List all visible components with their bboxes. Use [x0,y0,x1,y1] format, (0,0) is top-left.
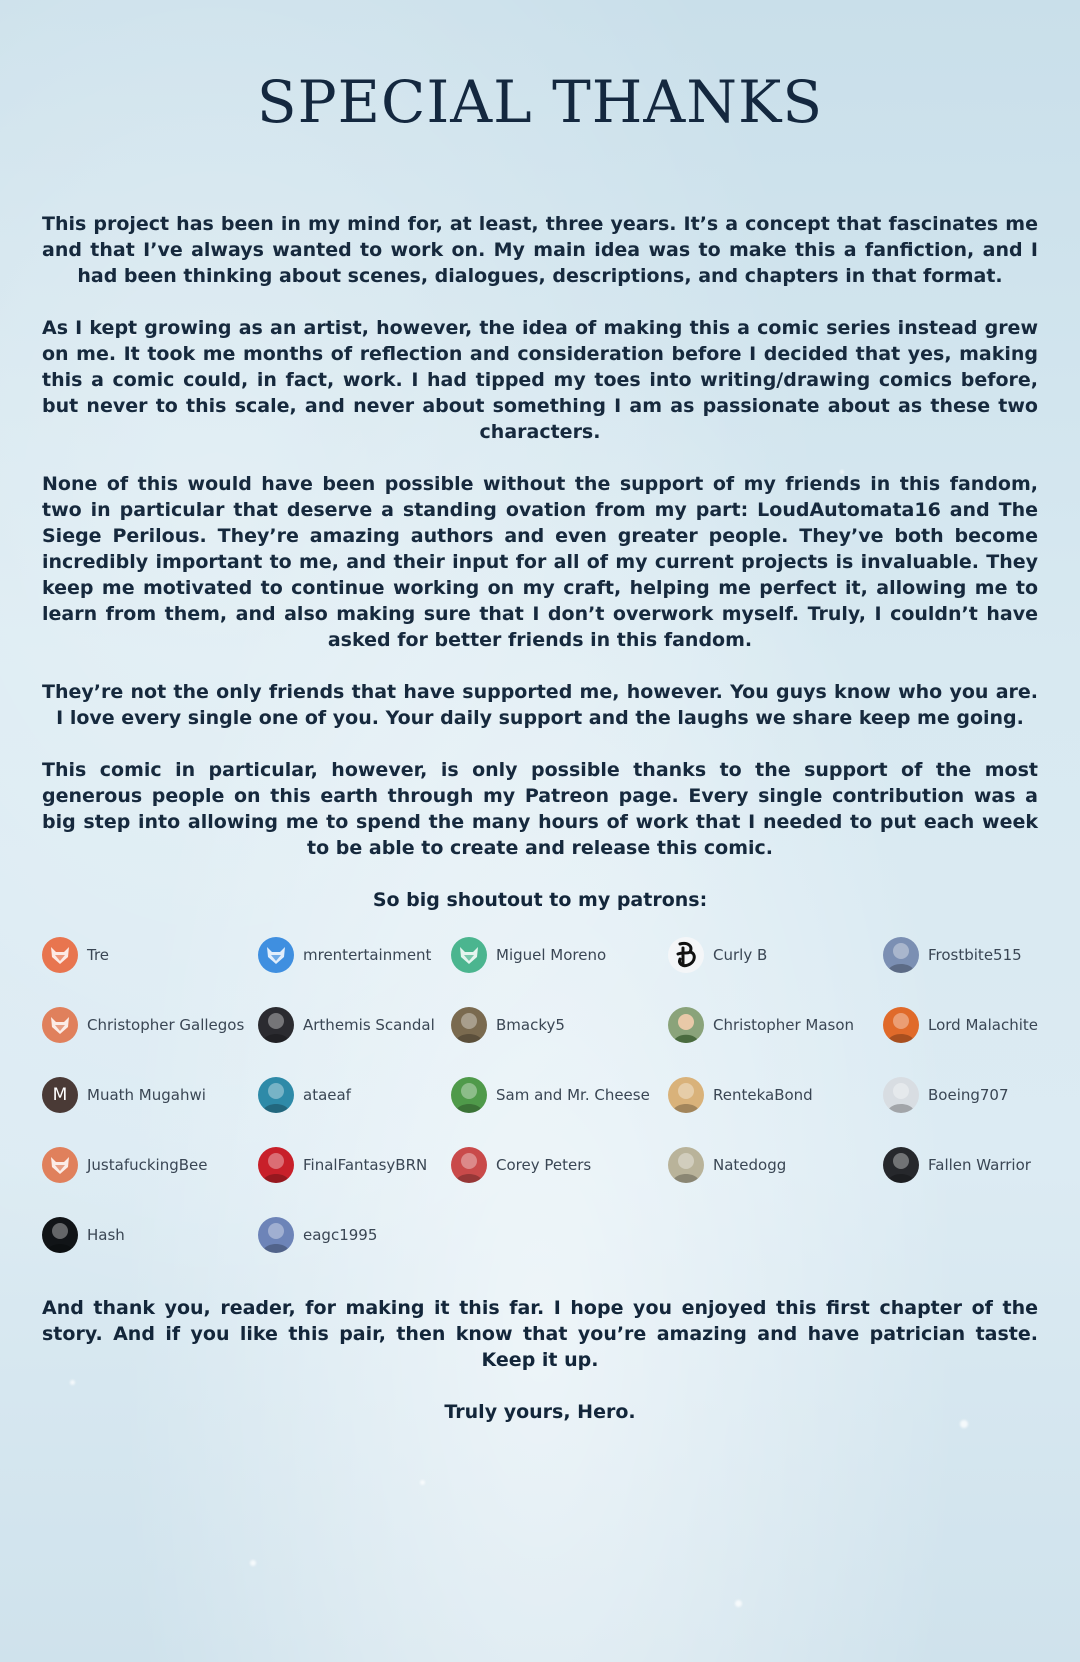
patron-item [451,1075,668,1115]
character-avatar-icon [451,1007,487,1043]
patron-item [258,1005,451,1045]
patron-name: Natedogg [713,1156,787,1174]
patron-item [258,1215,451,1255]
character-avatar-icon [883,937,919,973]
character-avatar-icon [258,1217,294,1253]
fox-icon [258,937,294,973]
curly-b-logo-icon [668,937,704,973]
letter-avatar-icon: M [42,1077,78,1113]
character-avatar-icon [668,1077,704,1113]
fox-icon [42,1147,78,1183]
snowflake-decoration [420,1480,425,1485]
character-avatar-icon [258,1147,294,1183]
patron-name: Lord Malachite [928,1016,1038,1034]
character-avatar-icon [883,1077,919,1113]
patron-name: eagc1995 [303,1226,378,1244]
patron-name: Arthemis Scandal [303,1016,435,1034]
fox-icon [42,1007,78,1043]
patron-name: Boeing707 [928,1086,1009,1104]
page-title: SPECIAL THANKS [256,68,824,136]
patron-name: Corey Peters [496,1156,592,1174]
patron-name: Bmacky5 [496,1016,565,1034]
character-avatar-icon [258,1077,294,1113]
paragraph: As I kept growing as an artist, however, the idea of making this a comic series instead grew on me. It took me months of reflection and consideration before I decided that yes, making this a comic could, in fact, work. I had tipped my toes into writing/drawing comics before, but never to this scale, and never about something I am as passionate about as these two characters. [42,317,1038,443]
patron-name: ataeaf [303,1086,351,1104]
patron-item [668,935,883,975]
patron-item [883,1145,1038,1185]
patron-item [42,1005,258,1045]
patron-name: FinalFantasyBRN [303,1156,428,1174]
patron-name: Christopher Gallegos [87,1016,245,1034]
patron-name: Hash [87,1226,125,1244]
signoff: Truly yours, Hero. [444,1401,636,1423]
patron-item [42,1145,258,1185]
character-avatar-icon [258,1007,294,1043]
patron-item [668,1145,883,1185]
patron-item [451,1145,668,1185]
patron-item [42,1215,258,1255]
character-avatar-icon [668,1147,704,1183]
patron-item [258,935,451,975]
closing-paragraph: And thank you, reader, for making it this far. I hope you enjoyed this first chapter of the story. And if you like this pair, then know that you’re amazing and have patrician taste. Keep it up. [42,1297,1038,1371]
paragraph: This comic in particular, however, is only possible thanks to the support of the most generous people on this earth through my Patreon page. Every single contribution was a big step into allowing me to spend the many hours of work that I needed to put each week to be able to create and release this comic. [42,759,1038,859]
fox-icon [42,937,78,973]
character-avatar-icon [451,1147,487,1183]
patron-name: Frostbite515 [928,946,1022,964]
patron-item [451,935,668,975]
character-avatar-icon [883,1147,919,1183]
patron-item [668,1005,883,1045]
character-avatar-icon [451,1077,487,1113]
patron-name: Miguel Moreno [496,946,607,964]
patron-name: Tre [87,946,110,964]
patron-item [258,1145,451,1185]
thanks-content [42,211,1038,1425]
paragraph: None of this would have been possible without the support of my friends in this fandom, two in particular that deserve a standing ovation from my part: LoudAutomata16 and The Siege Perilous. They’re amazing authors and even greater people. They’ve both become incredibly important to me, and their input for all of my current projects is invaluable. They keep me motivated to continue working on my craft, helping me perfect it, allowing me to learn from them, and also making sure that I don’t overwork myself. Truly, I couldn’t have asked for better friends in this fandom. [42,473,1038,651]
patron-name: mrentertainment [303,946,432,964]
photo-avatar-icon [668,1007,704,1043]
patron-name: Christopher Mason [713,1016,855,1034]
patron-name: Sam and Mr. Cheese [496,1086,650,1104]
fox-icon [451,937,487,973]
patron-item [258,1075,451,1115]
patron-name: RentekaBond [713,1086,813,1104]
patron-name: JustafuckingBee [87,1156,208,1174]
patron-item [883,1075,1038,1115]
patron-item [42,1075,258,1115]
patron-name: Curly B [713,946,768,964]
patrons-heading: So big shoutout to my patrons: [372,889,708,911]
patron-name: Muath Mugahwi [87,1086,206,1104]
patron-item [451,1005,668,1045]
paragraph: They’re not the only friends that have supported me, however. You guys know who you are. I love every single one of you. Your daily support and the laughs we share keep me going. [42,681,1038,729]
character-avatar-icon [42,1217,78,1253]
snowflake-decoration [250,1560,256,1566]
patron-item [668,1075,883,1115]
snowflake-decoration [735,1600,742,1607]
patron-item [42,935,258,975]
patron-list [42,935,1038,1255]
paragraph: This project has been in my mind for, at least, three years. It’s a concept that fascinates me and that I’ve always wanted to work on. My main idea was to make this a fanfiction, and I had been thinking about scenes, dialogues, descriptions, and chapters in that format. [42,213,1038,287]
patron-item [883,1005,1038,1045]
character-avatar-icon [883,1007,919,1043]
patron-name: Fallen Warrior [928,1156,1031,1174]
patron-item [883,935,1038,975]
